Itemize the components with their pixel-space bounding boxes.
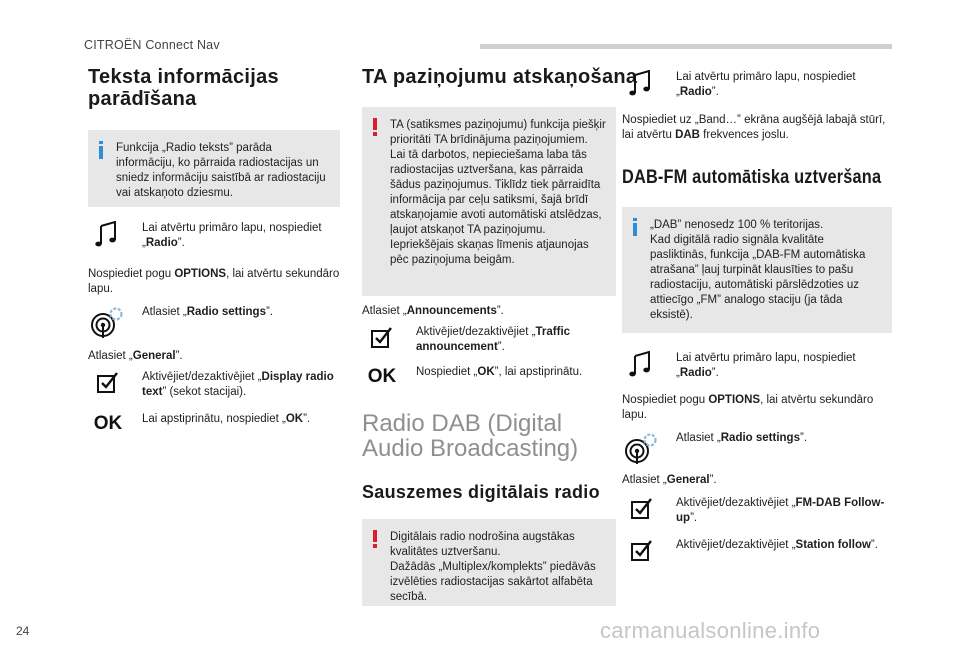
- checkbox-icon: [362, 325, 402, 365]
- checkbox-icon: [622, 538, 662, 578]
- instruction-general: Atlasiet „General”.: [88, 350, 183, 362]
- ok-label-icon: OK: [367, 366, 397, 387]
- instruction-general: Atlasiet „General”.: [622, 474, 717, 486]
- section-title-radio-text: Teksta informācijas parādīšana: [88, 66, 279, 110]
- step-open-radio: Lai atvērtu primāro lapu, nospiediet „Radio”.: [622, 70, 892, 110]
- info-box-dab-fm: [622, 207, 892, 333]
- instruction-options: Nospiediet pogu OPTIONS, lai atvērtu sekundāro lapu.: [88, 268, 340, 295]
- section-title-dab: Radio DAB (Digital Audio Broadcasting): [362, 410, 579, 462]
- instruction-announcements: Atlasiet „Announcements”.: [362, 305, 504, 317]
- info-icon: [94, 141, 108, 159]
- column-1: [88, 66, 340, 452]
- step-radio-settings: Atlasiet „Radio settings”.: [622, 431, 892, 471]
- section-title-ta: TA paziņojumu atskaņošana: [362, 66, 638, 88]
- warning-text: Digitālais radio nodrošina augstākas kvalitātes uztveršanu. Dažādās „Multiplex/komplekts” piedāvās izvēlēties radiostacijas sakārtot alfabēta secībā.: [390, 531, 596, 603]
- info-text: „DAB” nenosedz 100 % teritorijas. Kad digitālā radio signāla kvalitāte pasliktinās, funkcija „DAB-FM automātiska atrašana” ļauj turpināt klausīties to pašu radiostaciju, automātiski pārslēdzoties uz attiecīgo „FM” analogo staciju (ja tāda eksistē).: [650, 219, 866, 321]
- step-confirm-ok: OK Lai apstiprinātu, nospiediet „OK”.: [88, 412, 340, 452]
- running-header: CITROËN Connect Nav: [84, 38, 220, 52]
- radio-settings-icon: [88, 305, 128, 345]
- step-fm-dab-followup: Aktivējiet/dezaktivējiet „FM-DAB Follow-up”.: [622, 496, 892, 536]
- header-bar: [480, 44, 892, 49]
- warning-icon: [368, 530, 382, 548]
- column-3: [622, 70, 892, 578]
- music-note-icon: [88, 221, 128, 261]
- warning-text: TA (satiksmes paziņojumu) funkcija piešķir prioritāti TA brīdinājuma paziņojumiem. Lai tā darbotos, nepieciešama laba tās radiostacijas uztveršana, kas pārraida šādus paziņojumus. Tiklīdz tiek pārraidīta informācija par ceļu satiksmi, šajā brīdī atskaņojamie avoti automātiski atslēdzas, ļaujot atskaņot TA paziņojumu. Iepriekšējais skaņas līmenis atjaunojas pēc paziņojuma beigām.: [390, 119, 606, 266]
- section-title-dab-fm: DAB-FM automātiska uztveršana: [622, 167, 882, 188]
- step-radio-settings: Atlasiet „Radio settings”.: [88, 305, 340, 345]
- column-2: [362, 66, 638, 606]
- info-box-radio-text: [88, 130, 340, 207]
- ok-label-icon: OK: [93, 413, 123, 434]
- radio-settings-icon: [622, 431, 662, 471]
- warning-box-ta: [362, 107, 616, 296]
- checkbox-icon: [622, 496, 662, 536]
- step-station-follow: Aktivējiet/dezaktivējiet „Station follow”.: [622, 538, 892, 578]
- instruction-band-dab: Nospiediet uz „Band…” ekrāna augšējā labajā stūrī, lai atvērtu DAB frekvences joslu.: [622, 114, 886, 141]
- step-traffic-announcement: Aktivējiet/dezaktivējiet „Traffic announcement”.: [362, 325, 616, 365]
- warning-icon: [368, 118, 382, 136]
- instruction-options: Nospiediet pogu OPTIONS, lai atvērtu sekundāro lapu.: [622, 394, 874, 421]
- info-text: Funkcija „Radio teksts” parāda informāciju, ko pārraida radiostacijas un sniedz informāciju saistībā ar radiostaciju vai atskaņoto dziesmu.: [116, 142, 326, 199]
- page-number: 24: [16, 624, 30, 638]
- step-display-radio-text: Aktivējiet/dezaktivējiet „Display radio text” (sekot stacijai).: [88, 370, 340, 410]
- info-icon: [628, 218, 642, 236]
- step-confirm-ok: OK Nospiediet „OK”, lai apstiprinātu.: [362, 365, 616, 405]
- subtitle-digital-radio: Sauszemes digitālais radio: [362, 482, 600, 502]
- step-open-radio: Lai atvērtu primāro lapu, nospiediet „Radio”.: [622, 351, 892, 391]
- warning-box-dab: [362, 519, 616, 606]
- music-note-icon: [622, 70, 662, 110]
- step-open-radio: Lai atvērtu primāro lapu, nospiediet „Radio”.: [88, 221, 340, 261]
- checkbox-icon: [88, 370, 128, 410]
- music-note-icon: [622, 351, 662, 391]
- watermark: carmanualsonline.info: [600, 618, 821, 643]
